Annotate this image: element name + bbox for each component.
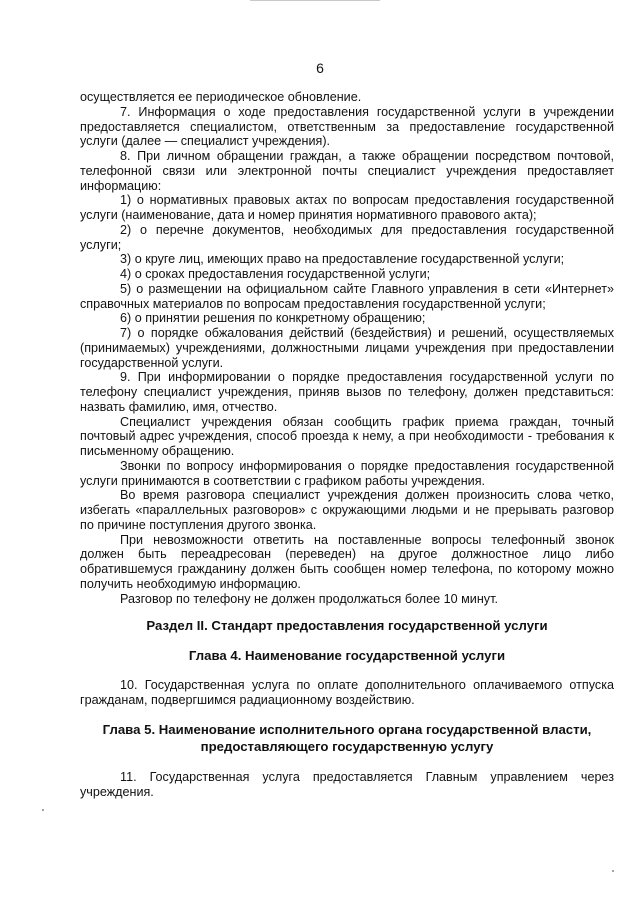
scan-speck xyxy=(42,809,44,811)
list-item: 7) о порядке обжалования действий (бездействия) и решений, осуществляемых (принимаемых) учреждениями, должностными лицами учреждения при предоставлении государственной услуги. xyxy=(80,326,614,370)
paragraph: 8. При личном обращении граждан, а также обращении посредством почтовой, телефонной связи или электронной почты специалист учреждения предоставляет информацию: xyxy=(80,149,614,193)
paragraph: Во время разговора специалист учреждения должен произносить слова четко, избегать «параллельных разговоров» с окружающими людьми и не прерывать разговор по причине поступления другого звонка. xyxy=(80,488,614,532)
paragraph: При невозможности ответить на поставленные вопросы телефонный звонок должен быть переадресован (переведен) на другое должностное лицо либо обратившемуся гражданину должен быть сообщен номер телефона, по которому можно получить необходимую информацию. xyxy=(80,532,614,591)
chapter-heading: Глава 4. Наименование государственной услуги xyxy=(188,648,506,664)
paragraph: Разговор по телефону не должен продолжаться более 10 минут. xyxy=(120,591,498,606)
list-item: 2) о перечне документов, необходимых для предоставления государственной услуги; xyxy=(80,222,614,252)
paragraph: осуществляется ее периодическое обновление. xyxy=(80,90,362,104)
section-heading: Раздел II. Стандарт предоставления государственной услуги xyxy=(146,618,548,634)
page-number: 6 xyxy=(316,60,324,76)
top-scan-line xyxy=(250,0,380,1)
list-item: 1) о нормативных правовых актах по вопросам предоставления государственной услуги (наименование, дата и номер принятия нормативного правового акта); xyxy=(80,193,614,222)
list-item: 5) о размещении на официальном сайте Главного управления в сети «Интернет» справочных материалов по вопросам предоставления государственной услуги; xyxy=(80,281,614,311)
list-item: 6) о принятии решения по конкретному обращению; xyxy=(120,311,426,326)
chapter-heading: Глава 5. Наименование исполнительного органа государственной власти, предоставляющего государственную услугу xyxy=(102,721,592,754)
document-body xyxy=(80,90,614,799)
list-item: 3) о круге лиц, имеющих право на предоставление государственной услуги; xyxy=(120,252,565,267)
paragraph: 9. При информировании о порядке предоставления государственной услуги по телефону специалист учреждения, приняв вызов по телефону, должен представиться: назвать фамилию, имя, отчество. xyxy=(80,370,614,414)
paragraph: Специалист учреждения обязан сообщить график приема граждан, точный почтовый адрес учреждения, способ проезда к нему, а при необходимости - требования к письменному обращению. xyxy=(80,414,614,458)
paragraph: 7. Информация о ходе предоставления государственной услуги в учреждении предоставляется специалистом, ответственным за предоставление государственной услуги (далее — специалист учреждения). xyxy=(80,104,614,149)
scan-speck xyxy=(612,870,614,872)
list-item: 4) о сроках предоставления государственной услуги; xyxy=(120,267,431,281)
paragraph: 11. Государственная услуга предоставляется Главным управлением через учреждения. xyxy=(80,769,614,799)
paragraph: 10. Государственная услуга по оплате дополнительного оплачиваемого отпуска гражданам, подвергшимся радиационному воздействию. xyxy=(80,678,614,707)
paragraph: Звонки по вопросу информирования о порядке предоставления государственной услуги принимаются в соответствии с графиком работы учреждения. xyxy=(80,458,614,488)
